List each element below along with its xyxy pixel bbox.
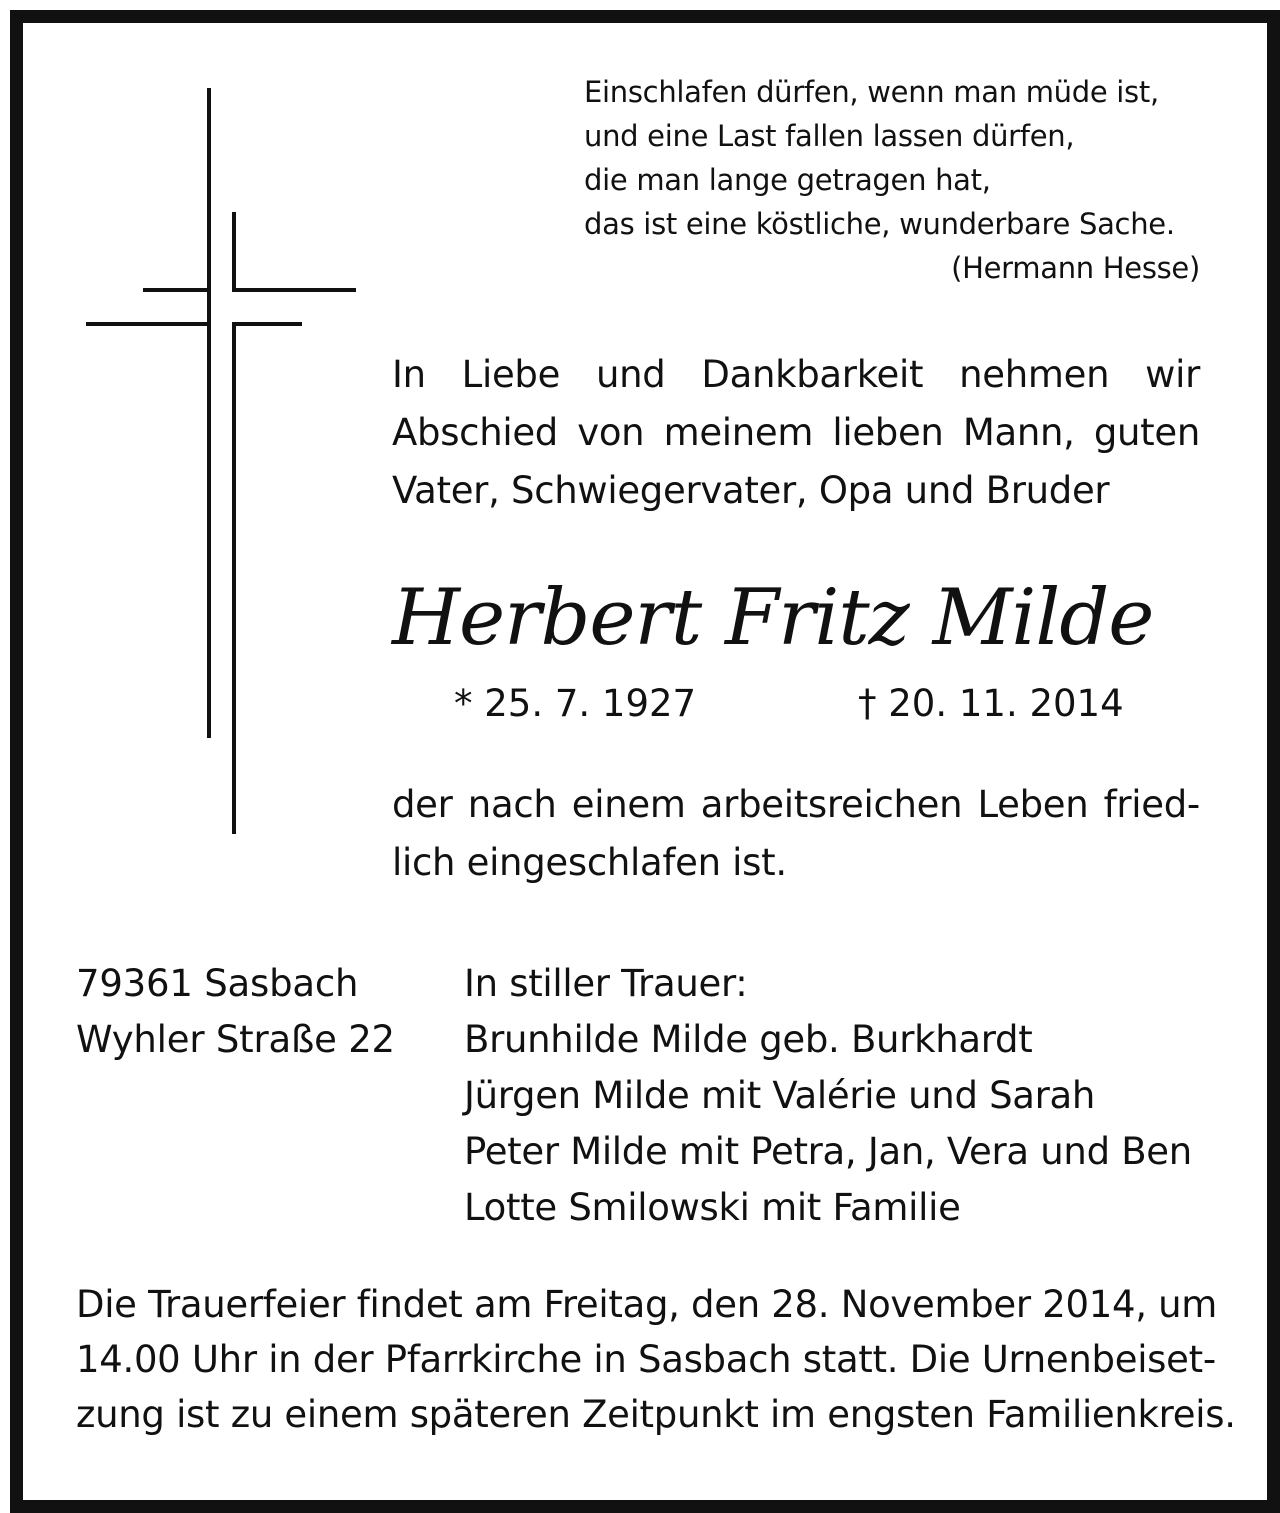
birth-date: * 25. 7. 1927 <box>454 682 697 725</box>
mourner-name: Peter Milde mit Petra, Jan, Vera und Ben <box>464 1130 1192 1173</box>
mourners-block <box>464 956 1204 1236</box>
closing-text <box>392 776 1200 892</box>
cross-icon-front-horizontal <box>86 322 211 326</box>
quote-line: das ist eine köstliche, wunderbare Sache. <box>584 207 1175 241</box>
mourner-name: Lotte Smilowski mit Familie <box>464 1186 961 1229</box>
cross-icon-front-horizontal-right <box>232 322 302 326</box>
funeral-notice <box>76 1277 1236 1442</box>
funeral-line: zung ist zu einem späteren Zeitpunkt im engsten Familienkreis. <box>76 1393 1236 1436</box>
funeral-line: Die Trauerfeier findet am Freitag, den 28. November 2014, um <box>76 1283 1218 1326</box>
address-block <box>76 956 395 1068</box>
closing-line: lich eingeschlafen ist. <box>392 841 787 884</box>
intro-line: Abschied von meinem lieben Mann, guten <box>392 411 1200 454</box>
quote-line: die man lange getragen hat, <box>584 163 991 197</box>
mourner-name: Jürgen Milde mit Valérie und Sarah <box>464 1074 1096 1117</box>
closing-line: der nach einem arbeitsreichen Leben fried- <box>392 783 1200 826</box>
deceased-name: Herbert Fritz Milde <box>392 573 1154 663</box>
quote-line: Einschlafen dürfen, wenn man müde ist, <box>584 75 1159 109</box>
mourners-heading: In stiller Trauer: <box>464 962 748 1005</box>
hesse-quote <box>584 70 1200 290</box>
cross-icon-front-vertical <box>232 322 236 834</box>
mourner-name: Brunhilde Milde geb. Burkhardt <box>464 1018 1033 1061</box>
funeral-line: 14.00 Uhr in der Pfarrkirche in Sasbach statt. Die Urnenbeiset- <box>76 1338 1216 1381</box>
cross-icon-back-horizontal-right <box>232 288 356 292</box>
quote-line: und eine Last fallen lassen dürfen, <box>584 119 1075 153</box>
address-line: Wyhler Straße 22 <box>76 1018 395 1061</box>
intro-line: In Liebe und Dankbarkeit nehmen wir <box>392 353 1200 396</box>
cross-icon-back-vertical <box>207 88 211 738</box>
intro-line: Vater, Schwiegervater, Opa und Bruder <box>392 469 1110 512</box>
death-date: † 20. 11. 2014 <box>858 682 1124 725</box>
quote-author: (Hermann Hesse) <box>951 251 1200 285</box>
address-line: 79361 Sasbach <box>76 962 359 1005</box>
cross-icon-front-vertical-top <box>232 212 236 290</box>
cross-icon-back-horizontal <box>143 288 211 292</box>
intro-text <box>392 346 1200 520</box>
